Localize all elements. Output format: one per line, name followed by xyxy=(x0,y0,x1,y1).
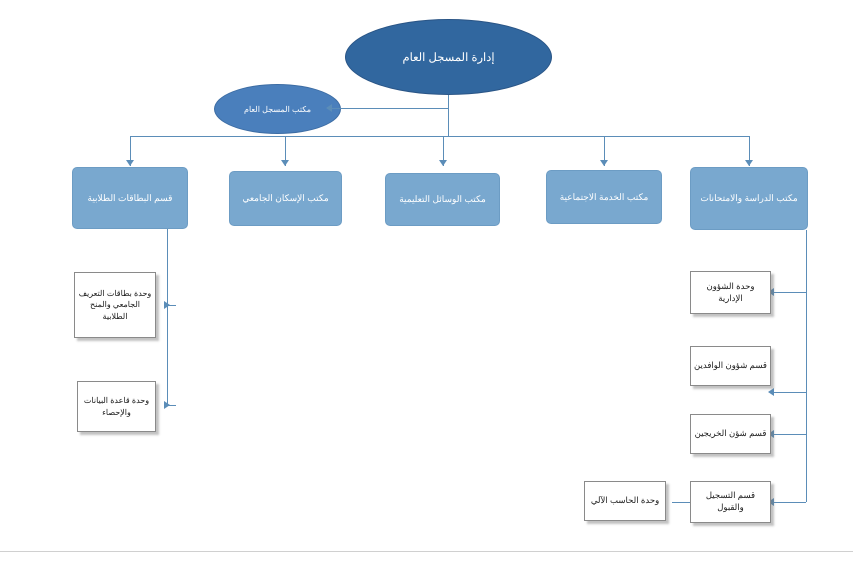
arrowhead-dept-5 xyxy=(745,160,753,166)
unit-database-and-statistics xyxy=(77,381,156,432)
connector-root-to-office xyxy=(331,108,449,109)
unit-label-study-4: قسم التسجيل والقبول xyxy=(705,490,756,512)
department-label-4: مكتب الخدمة الاجتماعية xyxy=(559,191,649,202)
department-university-housing xyxy=(229,171,342,226)
unit-label-cards-2: وحدة قاعدة البيانات والإحصاء xyxy=(83,396,150,417)
root-node-label: إدارة المسجل العام xyxy=(402,52,495,64)
unit-label-study-1: وحدة الشؤون الإدارية xyxy=(706,280,755,303)
arrowhead-dept-4 xyxy=(600,160,608,166)
connector-study-unit-3 xyxy=(772,434,806,435)
arrowhead-study-unit-2 xyxy=(768,388,774,396)
department-label-2: مكتب الإسكان الجامعي xyxy=(242,193,329,204)
connector-department-bus xyxy=(130,136,750,137)
connector-study-unit-2 xyxy=(772,392,806,393)
unit-administrative-affairs xyxy=(690,271,771,314)
unit-label-cards-1: وحدة بطاقات التعريف الجامعي والمنح الطلابية xyxy=(78,289,152,321)
department-educational-media xyxy=(385,173,500,226)
department-label-5: مكتب الدراسة والامتحانات xyxy=(700,193,798,204)
connector-study-spine xyxy=(806,230,807,502)
connector-registration-to-computer-unit xyxy=(672,502,690,503)
arrowhead-dept-2 xyxy=(281,160,289,166)
office-node-general-registrar-office xyxy=(214,84,341,134)
arrowhead-root-to-office xyxy=(326,104,332,112)
unit-computer xyxy=(584,481,666,521)
page-bottom-divider xyxy=(0,551,853,552)
arrowhead-cards-unit-2 xyxy=(164,401,170,409)
unit-label-computer: وحدة الحاسب الآلي xyxy=(590,495,660,506)
unit-university-id-cards-and-student-grants xyxy=(74,272,156,338)
department-student-cards xyxy=(72,167,188,229)
root-node-general-registrar-administration xyxy=(345,19,552,95)
unit-registration-and-admission xyxy=(690,481,771,523)
department-label-3: مكتب الوسائل التعليمية xyxy=(399,194,486,205)
connector-study-unit-4 xyxy=(772,502,806,503)
unit-label-study-3: قسم شؤن الخريجين xyxy=(694,428,767,439)
connector-study-unit-1 xyxy=(772,292,806,293)
unit-incoming-students-affairs xyxy=(690,346,771,386)
unit-graduates-affairs xyxy=(690,414,771,454)
unit-label-study-2: قسم شؤون الوافدين xyxy=(694,360,767,371)
connector-root-trunk xyxy=(448,95,449,136)
arrowhead-dept-1 xyxy=(126,160,134,166)
office-node-label: مكتب المسجل العام xyxy=(244,104,311,114)
department-study-and-exams xyxy=(690,167,808,230)
arrowhead-cards-unit-1 xyxy=(164,301,170,309)
department-social-service xyxy=(546,170,662,224)
arrowhead-dept-3 xyxy=(439,160,447,166)
department-label-1: قسم البطاقات الطلابية xyxy=(87,192,173,203)
connector-cards-spine xyxy=(167,229,168,406)
